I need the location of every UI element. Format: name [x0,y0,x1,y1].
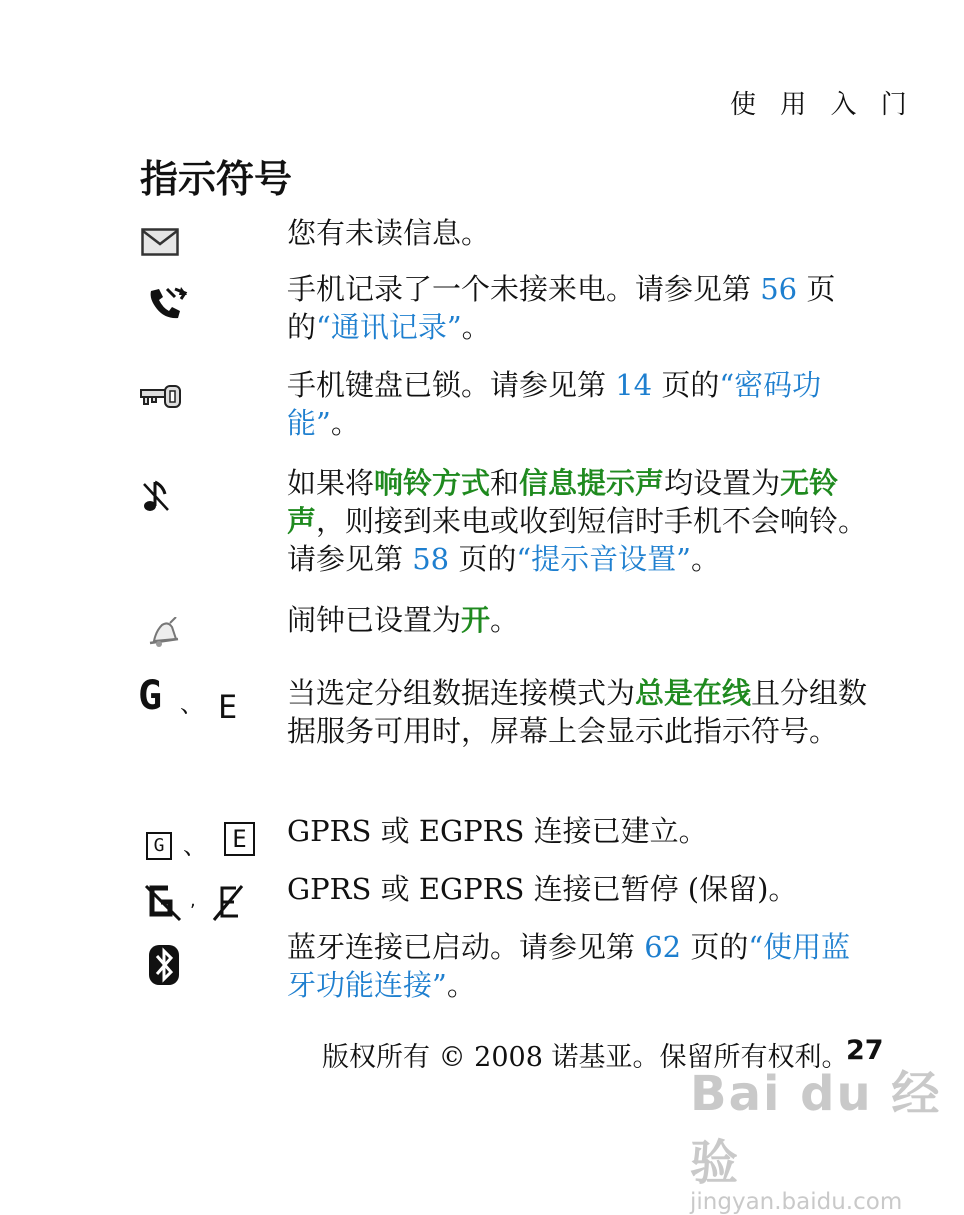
entry-text-alarm [287,601,877,639]
page-number: 27 [846,1035,884,1066]
text-segment: GPRS 或 EGPRS 连接已暂停 (保留)。 [287,872,798,906]
gprs-available-icon: G [138,673,163,719]
text-segment: 手机记录了一个未接来电。请参见第 [287,272,761,306]
egprs-connected-letter: E [232,825,247,853]
entry-text-packet-data-available [287,674,877,750]
text-segment: 您有未读信息。 [287,216,491,250]
menu-term: 响铃方式 [374,466,491,500]
text-segment: 闹钟已设置为 [287,603,462,637]
silent-icon [141,478,171,514]
cross-reference-link[interactable]: 62 [644,930,682,964]
menu-term: 总是在线 [635,676,752,710]
text-segment: 。 [691,542,721,576]
text-segment: 页的 [449,542,517,576]
text-segment: GPRS 或 EGPRS 连接已建立。 [287,814,708,848]
envelope-icon [141,228,179,256]
alarm-bell-icon [146,617,180,647]
entry-text-missed-call [287,270,877,346]
text-segment: 。 [461,310,491,344]
watermark-url: jingyan.baidu.com [690,1189,903,1215]
cross-reference-link[interactable]: “密码功能” [287,368,822,440]
gprs-connected-letter: G [153,835,165,856]
chapter-title: 使 用 入 门 [730,90,915,120]
menu-term: 无铃声 [287,466,839,538]
watermark [690,1055,964,1215]
entry-text-packet-data-connected [287,812,877,850]
key-icon [140,385,182,409]
icon-separator: 、 [183,832,207,860]
gprs-connected-icon [146,832,172,860]
entry-text-packet-data-suspended [287,870,877,908]
egprs-connected-icon [224,822,255,856]
entry-text-silent [287,464,877,578]
icon-separator: 、 [180,690,204,718]
text-segment: 如果将 [287,466,375,500]
icon-separator: , [190,890,196,911]
text-segment: 页的 [681,930,749,964]
cross-reference-link[interactable]: “提示音设置” [516,542,691,576]
text-segment: 和 [490,466,520,500]
menu-term: 信息提示声 [519,466,665,500]
cross-reference-link[interactable]: 56 [760,272,798,306]
cross-reference-link[interactable]: “通讯记录” [316,310,462,344]
cross-reference-link[interactable]: 14 [615,368,653,402]
entry-text-bluetooth [287,928,877,1004]
text-segment: 页的 [287,272,836,344]
egprs-suspended-icon [210,882,246,922]
text-segment: ，则接到来电或收到短信时手机不会响铃。请参见第 [287,504,868,576]
egprs-available-icon: E [218,688,238,726]
bluetooth-icon [147,943,181,987]
menu-term: 开 [461,603,491,637]
section-title: 指示符号 [140,157,293,201]
text-segment: 。 [490,603,520,637]
copyright-footer: 版权所有 © 2008 诺基亚。保留所有权利。 [322,1042,849,1073]
text-segment: 。 [330,406,360,440]
gprs-suspended-icon [142,882,184,922]
text-segment: 且分组数据服务可用时，屏幕上会显示此指示符号。 [287,676,868,748]
missed-call-icon [145,285,189,323]
cross-reference-link[interactable]: 58 [412,542,450,576]
text-segment: 均设置为 [664,466,781,500]
text-segment: 页的 [652,368,720,402]
text-segment: 蓝牙连接已启动。请参见第 [287,930,645,964]
entry-text-unread-message [287,214,877,252]
cross-reference-link[interactable]: “使用蓝牙功能连接” [287,930,851,1002]
text-segment: 。 [446,968,476,1002]
watermark-logo: Bai du 经验 [690,1066,942,1191]
text-segment: 手机键盘已锁。请参见第 [287,368,616,402]
entry-text-keypad-locked [287,366,877,442]
text-segment: 当选定分组数据连接模式为 [287,676,636,710]
